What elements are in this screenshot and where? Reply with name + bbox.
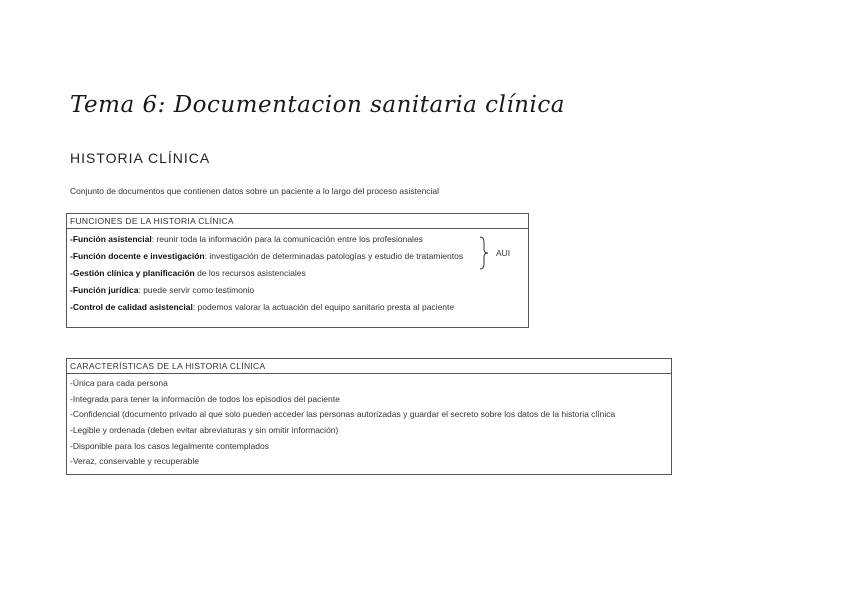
characteristic-item: -Integrada para tener la información de todos los episodios del paciente: [70, 393, 340, 404]
functions-list: [67, 229, 528, 318]
function-item: [70, 265, 525, 282]
function-description: : reunir toda la información para la comunicación entre los profesionales: [151, 234, 423, 244]
function-term: -Función docente e investigación: [70, 251, 205, 261]
function-item: [70, 299, 525, 316]
function-item: [70, 248, 525, 265]
characteristics-box-header: CARACTERÍSTICAS DE LA HISTORIA CLÍNICA: [67, 359, 671, 374]
page-title: Tema 6: Documentacion sanitaria clínica: [70, 92, 565, 118]
characteristics-box: [66, 358, 672, 475]
function-item: [70, 231, 525, 248]
function-description: de los recursos asistenciales: [194, 268, 306, 278]
characteristics-list: [67, 374, 671, 472]
characteristic-item: -Legible y ordenada (deben evitar abreviaturas y sin omitir información): [70, 425, 339, 436]
function-description: : puede servir como testimonio: [138, 285, 255, 295]
function-item: [70, 282, 525, 299]
definition-text: Conjunto de documentos que contienen datos sobre un paciente a lo largo del proceso asistencial: [70, 186, 440, 196]
characteristic-item: -Confidencial (documento privado al que solo pueden acceder las personas autorizadas y guardar el secreto sobre los datos de la historia clínica: [70, 409, 616, 420]
section-heading: HISTORIA CLÍNICA: [70, 150, 211, 166]
functions-box: [66, 213, 529, 328]
characteristic-item: -Disponible para los casos legalmente contemplados: [70, 440, 269, 451]
brace-label: AUI: [496, 248, 511, 258]
function-term: -Función asistencial: [70, 234, 152, 244]
characteristic-item: -Única para cada persona: [70, 378, 168, 388]
functions-box-header: FUNCIONES DE LA HISTORIA CLÍNICA: [67, 214, 528, 229]
function-term: -Control de calidad asistencial: [70, 302, 193, 312]
characteristic-item: -Veraz, conservable y recuperable: [70, 456, 199, 467]
function-term: -Gestión clínica y planificación: [70, 268, 195, 278]
function-description: : investigación de determinadas patologías y estudio de tratamientos: [204, 251, 464, 261]
curly-brace-icon: [478, 236, 490, 270]
function-description: : podemos valorar la actuación del equipo sanitario presta al paciente: [192, 302, 455, 312]
function-term: -Función jurídica: [70, 285, 139, 295]
